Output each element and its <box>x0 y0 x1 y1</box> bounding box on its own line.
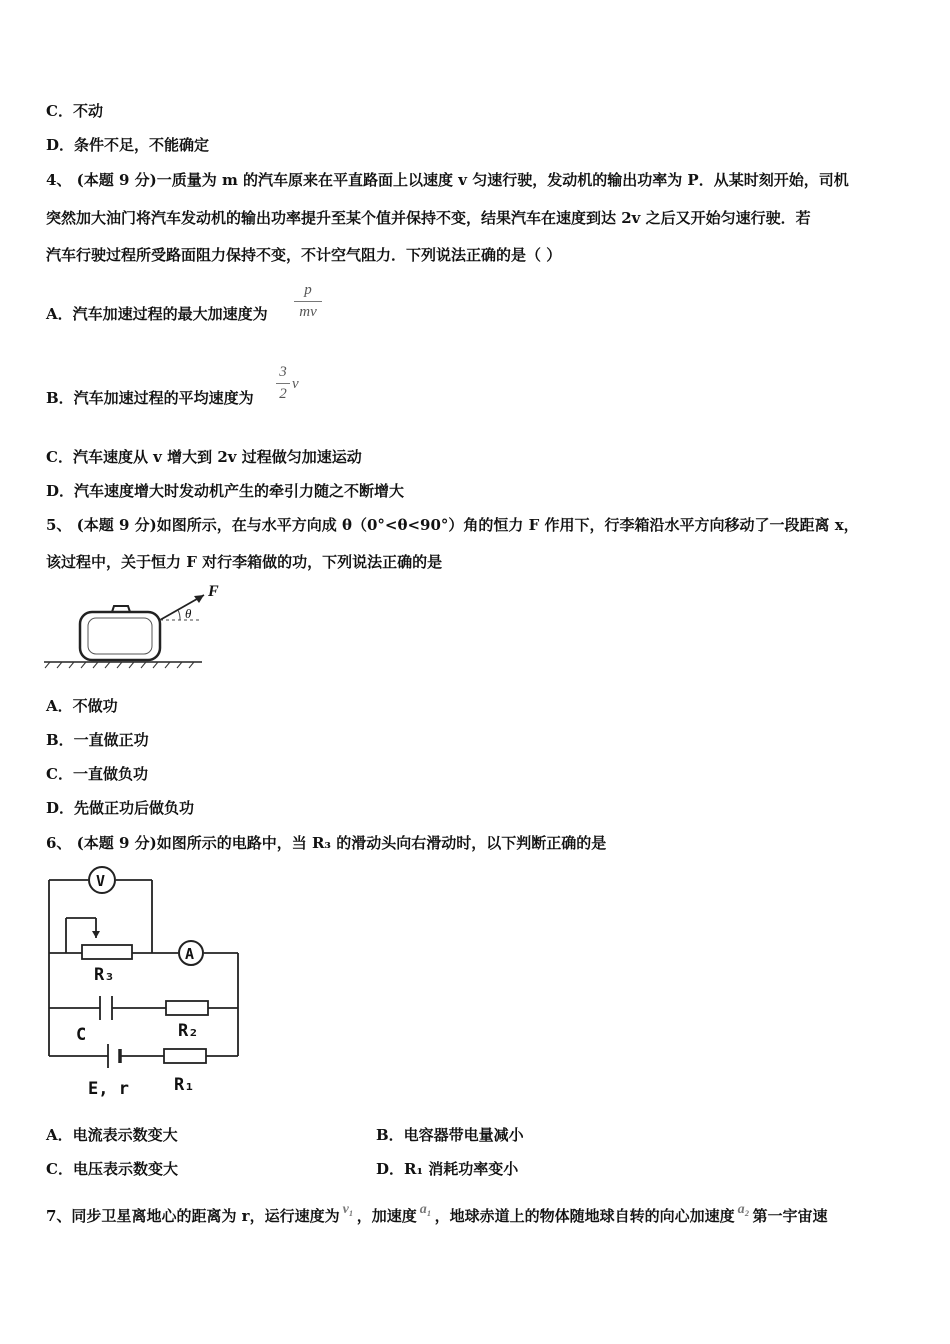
q6-stem: 6、 (本题 9 分)如图所示的电路中，当 R₃ 的滑动头向右滑动时，以下判断正确的是 <box>46 834 607 852</box>
q4-option-b-fraction <box>276 364 290 403</box>
fraction-denominator: 2 <box>279 386 287 402</box>
q7-part3: ，地球赤道上的物体随地球自转的向心加速度 <box>434 1207 735 1225</box>
voltmeter-label: V <box>96 872 106 890</box>
r3-label: R₃ <box>94 965 115 985</box>
angle-arc <box>178 610 180 620</box>
ground-hatching <box>45 662 194 668</box>
q4-option-b-variable: v <box>292 376 299 392</box>
q6-option-d: D．R₁ 消耗功率变小 <box>376 1160 519 1178</box>
suitcase-inner <box>88 618 152 654</box>
q3-option-d: D．条件不足，不能确定 <box>46 136 210 154</box>
a2-symbol: a₂ <box>737 1202 750 1217</box>
luggage-figure <box>44 582 219 668</box>
q5-option-a: A．不做功 <box>46 697 118 715</box>
q6-option-b: B．电容器带电量减小 <box>376 1126 524 1144</box>
q5-stem-line1: 5、 (本题 9 分)如图所示，在与水平方向成 θ（0°<θ<90°）角的恒力 F 作用下，行李箱沿水平方向移动了一段距离 x， <box>46 516 859 534</box>
q6-option-c: C．电压表示数变大 <box>46 1160 178 1178</box>
q5-option-b: B．一直做正功 <box>46 731 149 749</box>
q7-part4: 第一宇宙速 <box>752 1207 828 1225</box>
q4-option-d: D．汽车速度增大时发动机产生的牵引力随之不断增大 <box>46 482 405 500</box>
r2-label: R₂ <box>178 1021 199 1041</box>
q5-option-c: C．一直做负功 <box>46 765 148 783</box>
q4-option-a-fraction <box>294 282 322 321</box>
resistor-r2 <box>166 1001 208 1015</box>
q7-part2: ，加速度 <box>356 1207 417 1225</box>
fraction-bar <box>276 383 290 384</box>
resistor-r3 <box>82 945 132 959</box>
fraction-numerator: 3 <box>279 364 287 380</box>
q4-stem-line3: 汽车行驶过程所受路面阻力保持不变，不计空气阻力．下列说法正确的是（ ） <box>46 246 562 264</box>
q6-option-a: A．电流表示数变大 <box>46 1126 178 1144</box>
battery-label: E, r <box>88 1079 129 1099</box>
q4-option-c: C．汽车速度从 v 增大到 2v 过程做匀加速运动 <box>46 448 362 466</box>
q3-option-c: C．不动 <box>46 102 103 120</box>
fraction-denominator: mv <box>299 304 317 320</box>
circuit-figure <box>44 868 244 1104</box>
fraction-bar <box>294 301 322 302</box>
q5-option-d: D．先做正功后做负功 <box>46 799 195 817</box>
angle-label: θ <box>185 606 192 621</box>
q7-part1: 7、同步卫星离地心的距离为 r，运行速度为 <box>46 1207 340 1225</box>
resistor-r1 <box>164 1049 206 1063</box>
a1-symbol: a₁ <box>419 1202 432 1217</box>
q4-stem-line1: 4、 (本题 9 分)一质量为 m 的汽车原来在平直路面上以速度 v 匀速行驶，发动机的输出功率为 P．从某时刻开始，司机 <box>46 171 849 189</box>
ammeter-label: A <box>185 945 195 963</box>
force-label: F <box>208 583 219 600</box>
q4-stem-line2: 突然加大油门将汽车发动机的输出功率提升至某个值并保持不变，结果汽车在速度到达 2v 之后又开始匀速行驶．若 <box>46 209 811 227</box>
slider-arrowhead <box>92 931 100 938</box>
q4-option-a: A．汽车加速过程的最大加速度为 <box>46 305 268 323</box>
q7-stem <box>46 1202 828 1228</box>
capacitor-label: C <box>76 1025 87 1045</box>
fraction-numerator: p <box>304 282 312 298</box>
q4-option-b: B．汽车加速过程的平均速度为 <box>46 389 254 407</box>
r1-label: R₁ <box>174 1075 195 1095</box>
q5-stem-line2: 该过程中，关于恒力 F 对行李箱做的功，下列说法正确的是 <box>46 553 443 571</box>
v1-symbol: v₁ <box>342 1202 354 1217</box>
